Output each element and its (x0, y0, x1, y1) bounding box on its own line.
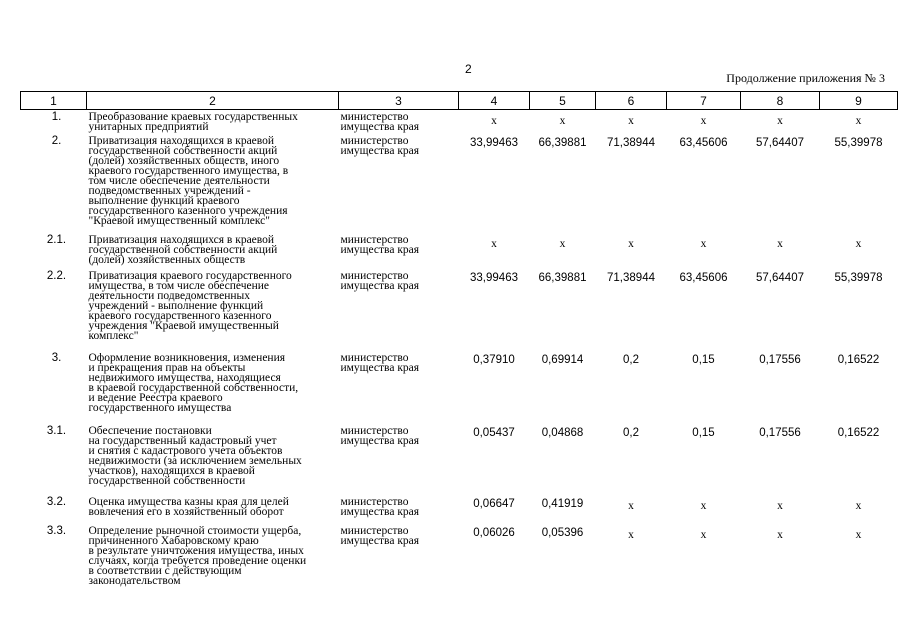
column-header: 5 (530, 92, 596, 110)
funding-value: x (855, 237, 862, 250)
funding-value: x (491, 115, 497, 127)
row-number: 3.2. (46, 495, 67, 508)
table-row (21, 351, 898, 424)
funding-value: x (628, 499, 634, 512)
funding-value: 55,39978 (834, 136, 883, 149)
activity-name: Обеспечение постановки на государственный кадастровый учет и снятия с кадастрового учета объектов недвижимости (за исключением земельных участков), находящихся в краевой государственной собственности (88, 424, 302, 487)
funding-value: 0,17556 (759, 353, 801, 366)
funding-value: 0,69914 (541, 353, 584, 366)
funding-value: x (777, 237, 783, 250)
column-header: 1 (21, 92, 87, 110)
funding-value: 33,99463 (470, 136, 518, 149)
table-row (21, 424, 898, 495)
row-number: 2.2. (46, 269, 67, 282)
responsible-executor: министерство имущества края (340, 495, 420, 518)
table-row (21, 134, 898, 233)
funding-value: 0,2 (623, 353, 639, 366)
responsible-executor: министерство имущества края (340, 233, 420, 256)
row-number: 1. (51, 111, 62, 123)
funding-value: 0,05437 (473, 426, 515, 439)
funding-value: x (855, 528, 862, 541)
funding-value: 0,04868 (541, 426, 584, 439)
funding-value: x (855, 115, 862, 127)
funding-value: x (700, 528, 707, 541)
responsible-executor: министерство имущества края (340, 351, 420, 374)
funding-value: x (628, 237, 634, 250)
funding-value: 0,16522 (837, 353, 880, 366)
row-number: 2.1. (46, 233, 67, 246)
funding-value: 0,15 (692, 353, 715, 366)
responsible-executor: министерство имущества края (340, 424, 420, 447)
column-header: 2 (87, 92, 339, 110)
funding-value: 71,38944 (607, 271, 655, 284)
funding-value: 33,99463 (470, 271, 518, 284)
column-header: 8 (741, 92, 820, 110)
table-row (21, 524, 898, 594)
funding-value: x (855, 499, 862, 512)
column-number-header-row (21, 92, 898, 110)
table-row (21, 269, 898, 351)
funding-value: x (777, 115, 783, 127)
responsible-executor: министерство имущества края (340, 524, 420, 547)
funding-value: 0,06026 (473, 526, 515, 539)
funding-value: x (700, 499, 707, 512)
funding-value: 57,64407 (756, 271, 804, 284)
funding-value: 0,41919 (541, 497, 584, 510)
funding-value: 0,06647 (473, 497, 515, 510)
funding-value: 57,64407 (756, 136, 804, 149)
column-header: 3 (339, 92, 459, 110)
funding-value: 0,17556 (759, 426, 801, 439)
row-number: 3. (51, 351, 62, 364)
funding-value: 63,45606 (679, 271, 728, 284)
funding-value: 66,39881 (538, 136, 587, 149)
funding-value: 0,16522 (837, 426, 880, 439)
funding-value: x (559, 115, 566, 127)
activity-name: Приватизация находящихся в краевой государственной собственности акций (долей) хозяйственных обществ (88, 233, 278, 266)
funding-value: 63,45606 (679, 136, 728, 149)
table-row (21, 233, 898, 269)
funding-value: x (628, 115, 634, 127)
activity-name: Приватизация находящихся в краевой государственной собственности акций (долей) хозяйственных обществ, иного краевого государственного имущества, в том числе обеспечение деятельности подведомственных учреждений - выполнение функций краевого государственного казенного учреждения "Краевой имущественный комплекс" (88, 134, 289, 227)
activity-name: Приватизация краевого государственного имущества, в том числе обеспечение деятельности подведомственных учреждений - выполнение функций краевого государственного казенного учреждения "Краевой имущественный комплекс" (88, 269, 292, 342)
responsible-executor: министерство имущества края (340, 111, 420, 133)
funding-value: 0,15 (692, 426, 715, 439)
funding-value: x (559, 237, 566, 250)
appendix-continuation-label: Продолжение приложения № 3 (726, 71, 885, 85)
page-number: 2 (465, 62, 472, 76)
row-number: 3.3. (46, 524, 67, 537)
activity-name: Определение рыночной стоимости ущерба, причиненного Хабаровскому краю в результате уничтожения имущества, иных случаях, когда требуется проведение оценки в соответствии с действующим законодательством (88, 524, 307, 587)
activity-name: Оценка имущества казны края для целей вовлечения его в хозяйственный оборот (88, 495, 289, 518)
responsible-executor: министерство имущества края (340, 134, 420, 157)
funding-value: 0,2 (623, 426, 639, 439)
table-row (21, 495, 898, 524)
column-header: 7 (667, 92, 741, 110)
funding-value: x (700, 237, 707, 250)
column-header: 4 (459, 92, 530, 110)
program-table (20, 91, 898, 594)
funding-value: x (628, 528, 634, 541)
responsible-executor: министерство имущества края (340, 269, 420, 292)
funding-value: 0,37910 (473, 353, 515, 366)
funding-value: 55,39978 (834, 271, 883, 284)
table-row (21, 110, 898, 134)
column-header: 9 (820, 92, 898, 110)
funding-value: 66,39881 (538, 271, 587, 284)
funding-value: x (777, 499, 783, 512)
funding-value: x (700, 115, 707, 127)
activity-name: Преобразование краевых государственных унитарных предприятий (88, 111, 298, 133)
funding-value: 71,38944 (607, 136, 655, 149)
funding-value: x (777, 528, 783, 541)
funding-value: x (491, 237, 497, 250)
row-number: 3.1. (46, 424, 67, 437)
row-number: 2. (51, 134, 62, 147)
activity-name: Оформление возникновения, изменения и прекращения прав на объекты недвижимого имущества, находящиеся в краевой государственной собственности, и ведение Реестра краевого государственного имущества (88, 351, 299, 414)
funding-value: 0,05396 (541, 526, 584, 539)
column-header: 6 (596, 92, 667, 110)
